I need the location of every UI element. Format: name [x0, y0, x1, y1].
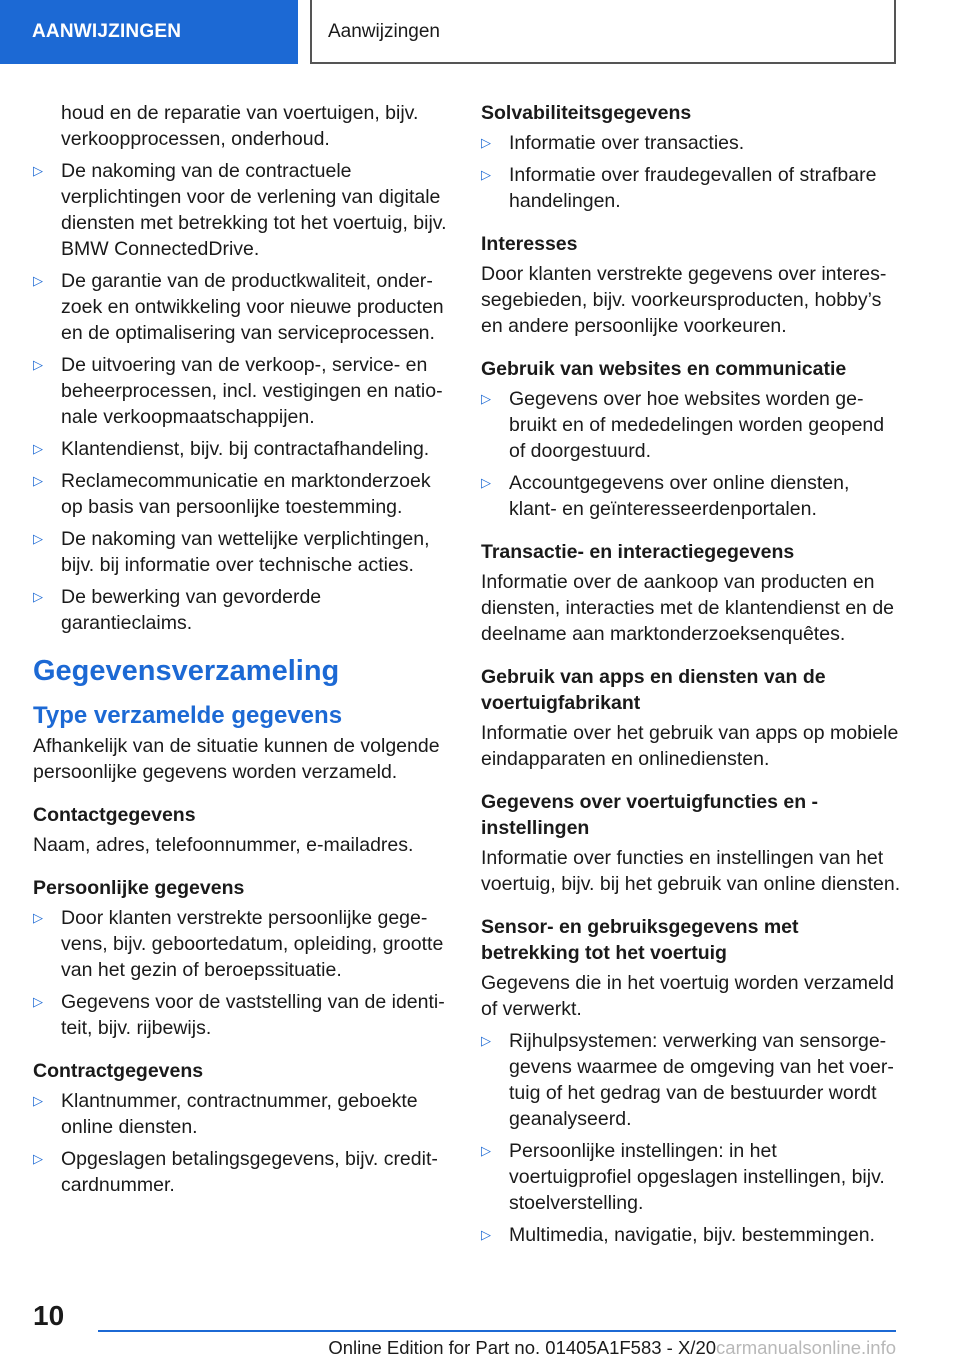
left-column — [33, 100, 451, 1215]
triangle-bullet-icon: ▷ — [33, 273, 43, 288]
footer-edition — [300, 1336, 896, 1360]
list-item: ▷ Door klanten verstrekte persoonlijke gegevens, bijv. geboortedatum, opleiding, grootte van het gezin of beroepssituatie. — [33, 907, 444, 981]
list-item: ▷ Reclamecommunicatie en marktonderzoek op basis van persoonlijke toestemming. — [33, 470, 431, 518]
list-item: ▷ Rijhulpsystemen: verwerking van sensorgegevens waarmee de omgeving van het voertuig of het gedrag van de bestuurder wordt geanalyseerd. — [481, 1030, 894, 1130]
triangle-bullet-icon: ▷ — [33, 531, 43, 546]
transaction-text: Informatie over de aankoop van producten en diensten, interacties met de klantendienst en de deelname aan marktonderzoeksenquêtes. — [481, 571, 895, 645]
right-column — [481, 100, 901, 1265]
list-item: ▷ Gegevens over hoe websites worden gebruikt en of mededelingen worden geopend of doorgestuurd. — [481, 388, 885, 462]
heading-main: Gegevensverzameling — [33, 655, 340, 687]
triangle-bullet-icon: ▷ — [33, 441, 43, 456]
triangle-bullet-icon: ▷ — [481, 135, 491, 150]
heading-sub: Type verzamelde gegevens — [33, 702, 343, 729]
edition-text: Online Edition for Part no. 01405A1F583 - X/20 — [328, 1337, 717, 1358]
functions-text: Informatie over functies en instellingen van het voertuig, bijv. bij het gebruik van online diensten. — [481, 847, 901, 895]
list-item: ▷ Informatie over fraudegevallen of strafbare handelingen. — [481, 164, 877, 212]
triangle-bullet-icon: ▷ — [481, 1033, 491, 1048]
functions-heading: Gegevens over voertuigfuncties en -instellingen — [481, 791, 819, 839]
list-item: ▷ De bewerking van gevorderde garantieclaims. — [33, 586, 322, 634]
triangle-bullet-icon: ▷ — [33, 910, 43, 925]
triangle-bullet-icon: ▷ — [33, 163, 43, 178]
list-item: ▷ Informatie over transacties. — [481, 132, 745, 154]
sensor-heading: Sensor- en gebruiksgegevens met betrekking tot het voertuig — [481, 916, 799, 964]
contact-text: Naam, adres, telefoonnummer, e-mailadres. — [33, 834, 414, 856]
watermark: carmanualsonline.info — [716, 1337, 896, 1358]
triangle-bullet-icon: ▷ — [33, 473, 43, 488]
interests-text: Door klanten verstrekte gegevens over interessegebieden, bijv. voorkeursproducten, hobby’s en andere persoonlijke voorkeuren. — [481, 263, 887, 337]
personal-list — [33, 905, 451, 1041]
list-item: ▷ De garantie van de productkwaliteit, onderzoek en ontwikkeling voor nieuwe producten en de optimalisering van serviceprocessen. — [33, 270, 444, 344]
list-item: ▷ De uitvoering van de verkoop-, service- en beheerprocessen, incl. vestigingen en nationale verkoopmaatschappijen. — [33, 354, 443, 428]
section-tab: AANWIJZINGEN — [0, 0, 298, 64]
list-item: ▷ Gegevens voor de vaststelling van de identiteit, bijv. rijbewijs. — [33, 991, 445, 1039]
intro-continuation: houd en de reparatie van voertuigen, bijv. verkoopprocessen, onderhoud. — [61, 102, 419, 150]
apps-text: Informatie over het gebruik van apps op mobiele eindapparaten en onlinediensten. — [481, 722, 899, 770]
triangle-bullet-icon: ▷ — [481, 475, 491, 490]
solvency-heading: Solvabiliteitsgegevens — [481, 102, 692, 124]
interests-heading: Interesses — [481, 233, 578, 255]
triangle-bullet-icon: ▷ — [33, 994, 43, 1009]
triangle-bullet-icon: ▷ — [481, 167, 491, 182]
triangle-bullet-icon: ▷ — [33, 589, 43, 604]
sensor-text: Gegevens die in het voertuig worden verzameld of verwerkt. — [481, 972, 894, 1020]
footer-divider — [98, 1330, 896, 1332]
list-item: ▷ Accountgegevens over online diensten, klant- en geïnteresseerdenportalen. — [481, 472, 850, 520]
purpose-list — [33, 158, 451, 636]
triangle-bullet-icon: ▷ — [33, 1093, 43, 1108]
list-item: ▷ Multimedia, navigatie, bijv. bestemmingen. — [481, 1224, 875, 1246]
solvency-list — [481, 130, 901, 214]
triangle-bullet-icon: ▷ — [481, 391, 491, 406]
websites-list — [481, 386, 901, 522]
section-title: Aanwijzingen — [310, 0, 896, 64]
contact-heading: Contactgegevens — [33, 804, 196, 826]
intro-text: Afhankelijk van de situatie kunnen de volgende persoonlijke gegevens worden verzameld. — [33, 735, 440, 783]
websites-heading: Gebruik van websites en communicatie — [481, 358, 847, 380]
triangle-bullet-icon: ▷ — [33, 357, 43, 372]
list-item: ▷ Persoonlijke instellingen: in het voertuigprofiel opgeslagen instellingen, bijv. stoelverstelling. — [481, 1140, 885, 1214]
list-item: ▷ Opgeslagen betalingsgegevens, bijv. creditcardnummer. — [33, 1148, 438, 1196]
personal-heading: Persoonlijke gegevens — [33, 877, 245, 899]
apps-heading: Gebruik van apps en diensten van de voertuigfabrikant — [481, 666, 826, 714]
sensor-list — [481, 1028, 901, 1248]
contract-heading: Contractgegevens — [33, 1060, 204, 1082]
contract-list — [33, 1088, 451, 1198]
transaction-heading: Transactie- en interactiegegevens — [481, 541, 795, 563]
page-number: 10 — [33, 1300, 65, 1331]
list-item: ▷ De nakoming van de contractuele verplichtingen voor de verlening van digitale diensten met betrekking tot het voertuig, bijv. BMW ConnectedDrive. — [33, 160, 447, 260]
list-item: ▷ Klantendienst, bijv. bij contractafhandeling. — [33, 438, 430, 460]
list-item: ▷ Klantnummer, contractnummer, geboekte online diensten. — [33, 1090, 418, 1138]
triangle-bullet-icon: ▷ — [481, 1227, 491, 1242]
triangle-bullet-icon: ▷ — [481, 1143, 491, 1158]
triangle-bullet-icon: ▷ — [33, 1151, 43, 1166]
list-item: ▷ De nakoming van wettelijke verplichtingen, bijv. bij informatie over technische acties. — [33, 528, 430, 576]
